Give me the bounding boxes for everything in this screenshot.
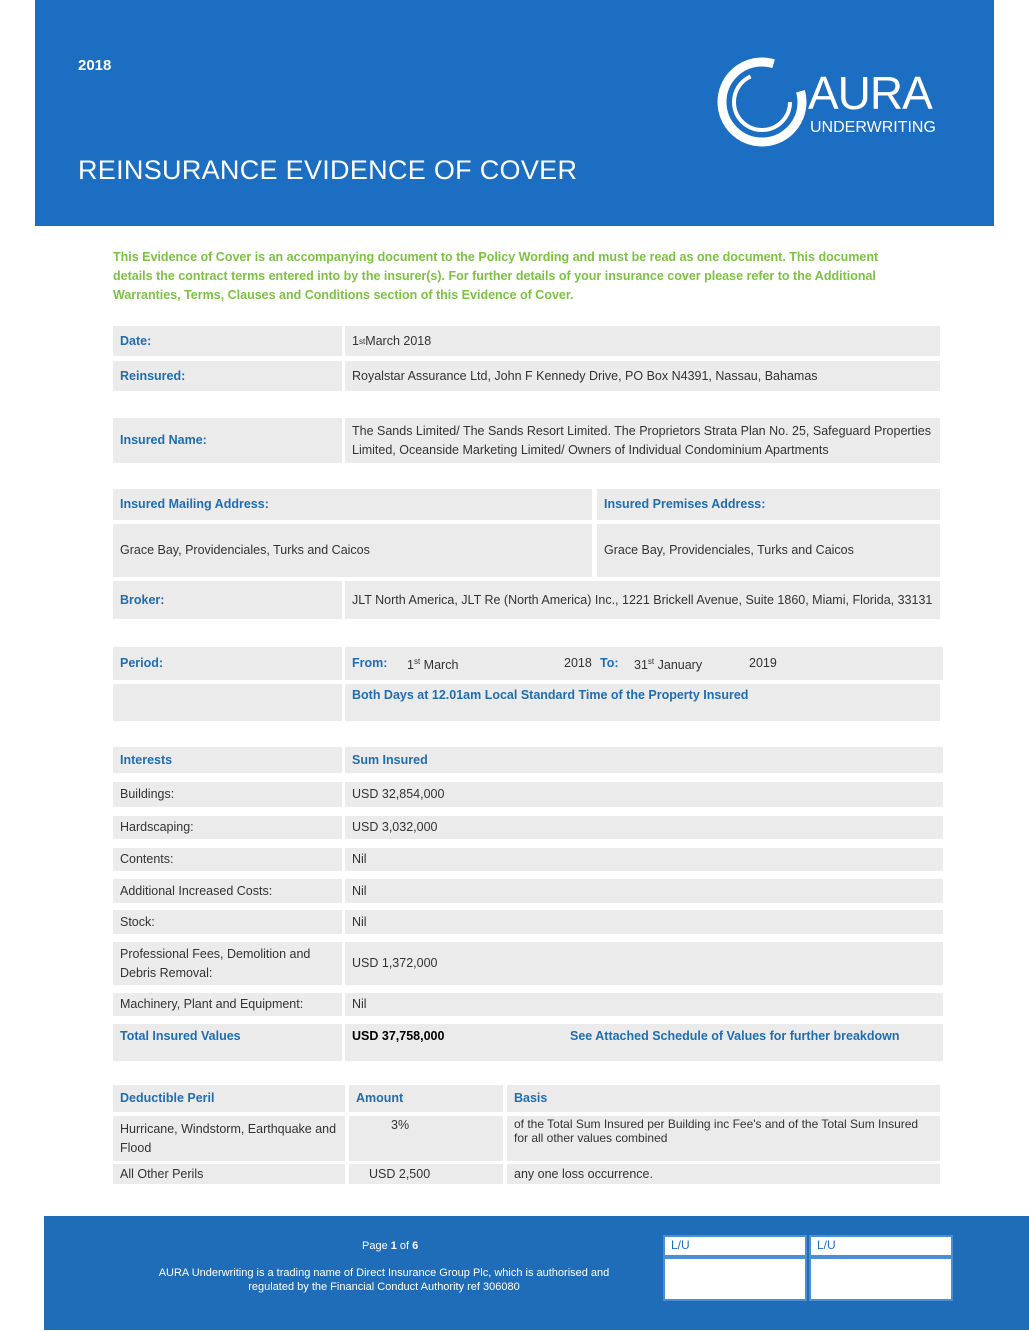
period-label: Period: (113, 647, 342, 680)
deductible-amount: USD 2,500 (349, 1164, 503, 1184)
total-note: See Attached Schedule of Values for further breakdown (570, 1029, 900, 1043)
year: 2018 (78, 57, 112, 74)
interest-value: USD 3,032,000 (345, 816, 943, 839)
interest-value: USD 1,372,000 (345, 942, 943, 985)
total-row (345, 1024, 943, 1061)
premises-label: Insured Premises Address: (597, 489, 940, 520)
intro-text: This Evidence of Cover is an accompanying document to the Policy Wording and must be read as one document. This document details the contract terms entered into by the insurer(s). For further details of your insurance cover please refer to the Additional Warranties, Terms, Clauses and Conditions section of this Evidence of Cover. (113, 250, 879, 302)
mailing-label: Insured Mailing Address: (113, 489, 592, 520)
premises-value: Grace Bay, Providenciales, Turks and Caicos (597, 524, 940, 577)
date-day: 1 (352, 333, 359, 348)
broker-value: JLT North America, JLT Re (North America) Inc., 1221 Brickell Avenue, Suite 1860, Miami, Florida, 33131 (345, 581, 940, 619)
deductible-basis: any one loss occurrence. (507, 1164, 940, 1184)
period-blank (113, 684, 342, 721)
interest-label: Stock: (113, 910, 342, 934)
reinsured-value: Royalstar Assurance Ltd, John F Kennedy Drive, PO Box N4391, Nassau, Bahamas (345, 361, 940, 391)
deductible-amount: 3% (349, 1116, 503, 1161)
sum-insured-header: Sum Insured (345, 747, 943, 773)
interest-label: Machinery, Plant and Equipment: (113, 993, 342, 1016)
aura-logo (680, 52, 936, 152)
footer (44, 1216, 1029, 1330)
lu-sign-1[interactable] (663, 1257, 807, 1301)
period-note: Both Days at 12.01am Local Standard Time of the Property Insured (345, 684, 940, 721)
interest-value: USD 32,854,000 (345, 782, 943, 807)
interest-value: Nil (345, 879, 943, 903)
page-number: Page 1 of 6 (362, 1240, 419, 1252)
basis-header: Basis (507, 1085, 940, 1112)
insured-name-label: Insured Name: (113, 418, 342, 463)
to-label: To: (600, 656, 619, 670)
interest-value: Nil (345, 993, 943, 1016)
insured-name-value: The Sands Limited/ The Sands Resort Limited. The Proprietors Strata Plan No. 25, Safeguard Properties Limited, Oceanside Marketing Limited/ Owners of Individual Condominium Apartments (345, 418, 940, 463)
interest-value: Nil (345, 848, 943, 871)
interests-header: Interests (113, 747, 342, 773)
date-label: Date: (113, 326, 342, 356)
total-value: USD 37,758,000 (352, 1029, 445, 1043)
to-date: 31st January (634, 656, 703, 673)
date-value (345, 326, 940, 356)
legal-text: AURA Underwriting is a trading name of Direct Insurance Group Plc, which is authorised and regulated by the Financial Conduct Authority ref 306080 (158, 1267, 610, 1293)
to-year: 2019 (749, 656, 777, 670)
lu-sign-2[interactable] (809, 1257, 953, 1301)
interest-label: Professional Fees, Demolition and Debris Removal: (113, 942, 342, 985)
logo-main: AURA (808, 67, 932, 119)
from-year: 2018 (564, 656, 592, 670)
mailing-value: Grace Bay, Providenciales, Turks and Caicos (113, 524, 592, 577)
amount-header: Amount (349, 1085, 503, 1112)
page-title: REINSURANCE EVIDENCE OF COVER (78, 155, 578, 185)
interest-value: Nil (345, 910, 943, 934)
period-value (345, 647, 943, 680)
interest-label: Additional Increased Costs: (113, 879, 342, 903)
interest-label: Contents: (113, 848, 342, 871)
deductible-basis: of the Total Sum Insured per Building inc Fee's and of the Total Sum Insured for all other values combined (507, 1116, 940, 1161)
lu-box-1: L/U (663, 1235, 807, 1257)
from-date: 1st March (407, 656, 459, 673)
deductible-peril: All Other Perils (113, 1164, 345, 1184)
lu-box-2: L/U (809, 1235, 953, 1257)
date-suffix: st (358, 336, 366, 346)
deductible-peril: Hurricane, Windstorm, Earthquake and Flood (113, 1116, 345, 1161)
logo-sub: UNDERWRITING (810, 119, 936, 136)
interest-label: Hardscaping: (113, 816, 342, 839)
reinsured-label: Reinsured: (113, 361, 342, 391)
total-label: Total Insured Values (113, 1024, 342, 1061)
from-label: From: (352, 656, 388, 670)
broker-label: Broker: (113, 581, 342, 619)
date-rest: March 2018 (365, 333, 432, 348)
interest-label: Buildings: (113, 782, 342, 807)
deductible-peril-header: Deductible Peril (113, 1085, 345, 1112)
